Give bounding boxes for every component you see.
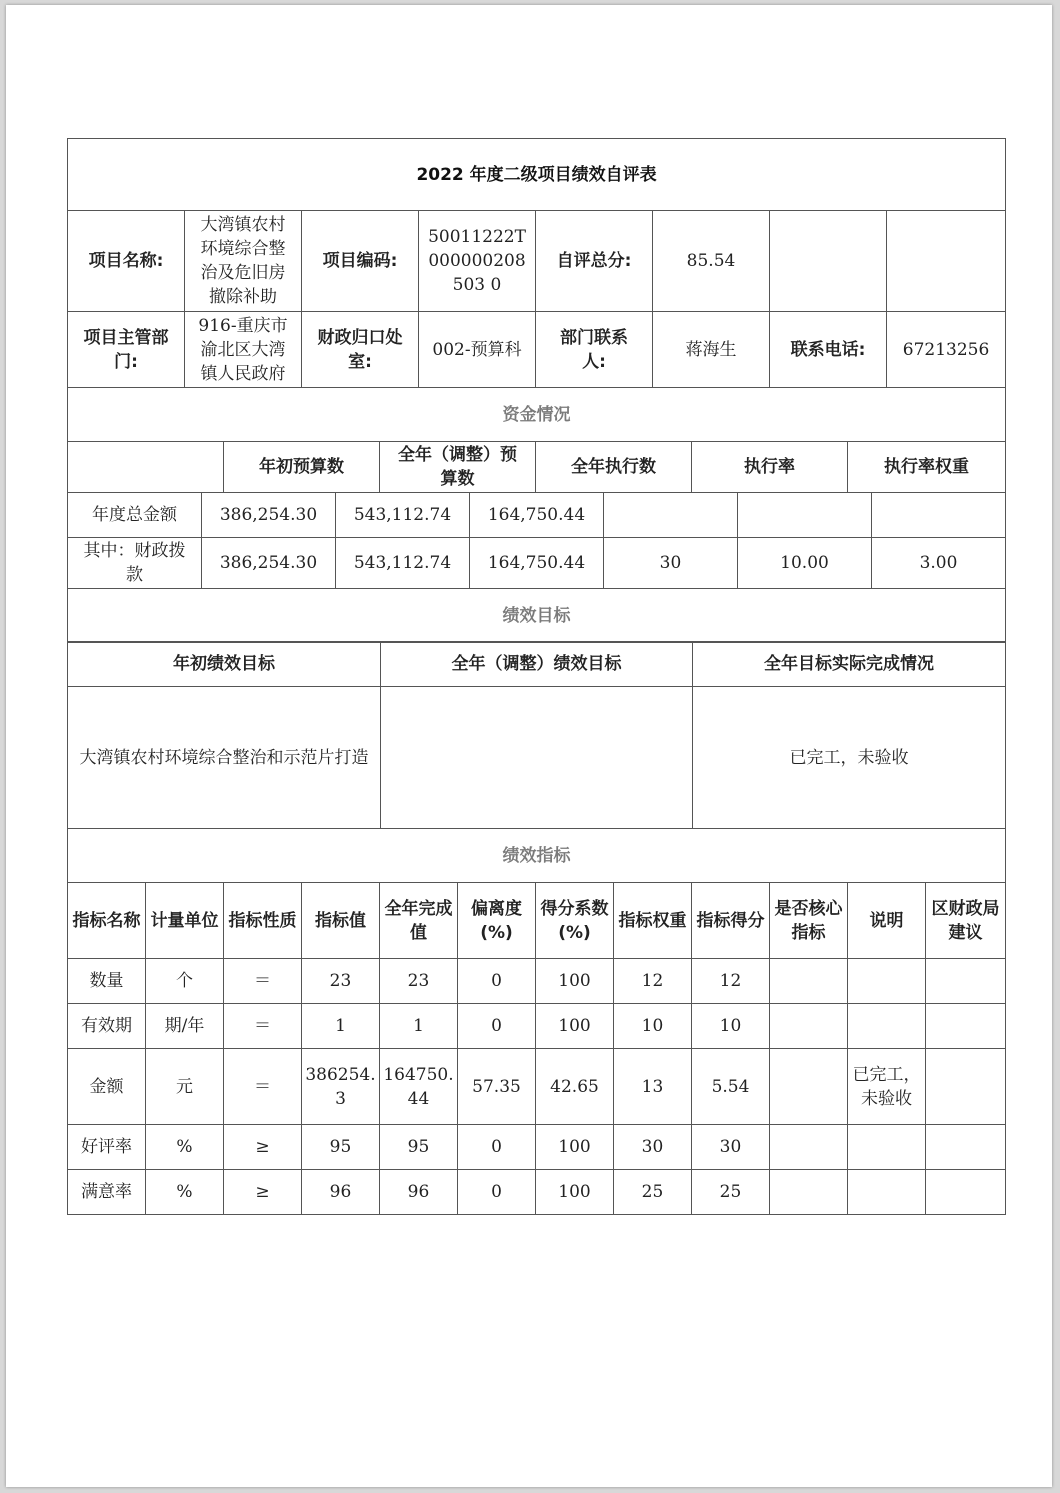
indicator-cell: 13 xyxy=(614,1049,692,1125)
indicator-cell: 10 xyxy=(692,1004,770,1049)
indicator-cell xyxy=(926,1170,1006,1215)
project-code-value: 50011222T000000208503 0 xyxy=(419,211,536,312)
funds-cell: 3.00 xyxy=(872,538,1006,589)
funds-cell: 386,254.30 xyxy=(202,493,336,538)
indicator-cell xyxy=(770,1170,848,1215)
funds-header-executed: 全年执行数 xyxy=(536,442,692,493)
ind-header: 指标值 xyxy=(302,883,380,959)
funds-header-initial-budget: 年初预算数 xyxy=(224,442,380,493)
indicator-cell: 1 xyxy=(380,1004,458,1049)
indicator-cell: 25 xyxy=(692,1170,770,1215)
funds-cell: 543,112.74 xyxy=(336,493,470,538)
ind-header: 区财政局建议 xyxy=(926,883,1006,959)
indicator-cell xyxy=(926,1125,1006,1170)
indicator-cell xyxy=(770,959,848,1004)
funds-table xyxy=(67,492,1006,643)
performance-evaluation-table xyxy=(67,138,1006,493)
project-code-label: 项目编码: xyxy=(302,211,419,312)
phone-value: 67213256 xyxy=(887,312,1006,388)
page-title: 2022 年度二级项目绩效自评表 xyxy=(68,139,1006,211)
ind-header: 是否核心指标 xyxy=(770,883,848,959)
table-row xyxy=(68,1049,1006,1125)
indicator-cell: 30 xyxy=(692,1125,770,1170)
funds-cell: 164,750.44 xyxy=(470,538,604,589)
indicator-cell xyxy=(926,959,1006,1004)
indicator-cell xyxy=(848,1170,926,1215)
indicator-cell: 0 xyxy=(458,1170,536,1215)
indicator-cell: 25 xyxy=(614,1170,692,1215)
indicator-cell xyxy=(770,1004,848,1049)
goals-header-actual: 全年目标实际完成情况 xyxy=(693,642,1006,687)
goals-initial-text: 大湾镇农村环境综合整治和示范片打造 xyxy=(68,687,381,829)
indicator-cell: 42.65 xyxy=(536,1049,614,1125)
ind-header: 全年完成值 xyxy=(380,883,458,959)
table-row xyxy=(68,1004,1006,1049)
indicator-cell: 金额 xyxy=(68,1049,146,1125)
funds-cell: 164,750.44 xyxy=(470,493,604,538)
goals-header-adjusted: 全年（调整）绩效目标 xyxy=(381,642,693,687)
indicator-cell: 23 xyxy=(380,959,458,1004)
ind-header: 指标性质 xyxy=(224,883,302,959)
finance-office-value: 002-预算科 xyxy=(419,312,536,388)
indicator-cell: 0 xyxy=(458,1125,536,1170)
indicator-cell: 期/年 xyxy=(146,1004,224,1049)
indicator-cell: 386254.3 xyxy=(302,1049,380,1125)
goals-section-title: 绩效目标 xyxy=(68,589,1006,643)
indicator-cell: 23 xyxy=(302,959,380,1004)
indicator-cell: 12 xyxy=(692,959,770,1004)
indicator-cell: 96 xyxy=(380,1170,458,1215)
indicators-body xyxy=(68,959,1006,1215)
funds-header-adjusted-budget: 全年（调整）预算数 xyxy=(380,442,536,493)
funds-cell: 30 xyxy=(604,538,738,589)
contact-label: 部门联系人: xyxy=(536,312,653,388)
indicator-cell: 57.35 xyxy=(458,1049,536,1125)
indicator-cell: 0 xyxy=(458,1004,536,1049)
indicator-cell: 元 xyxy=(146,1049,224,1125)
indicator-cell: ≥ xyxy=(224,1170,302,1215)
indicator-cell: 100 xyxy=(536,1004,614,1049)
funds-header-blank xyxy=(68,442,224,493)
contact-value: 蒋海生 xyxy=(653,312,770,388)
indicator-cell: % xyxy=(146,1170,224,1215)
dept-label: 项目主管部门: xyxy=(68,312,185,388)
indicator-cell: 10 xyxy=(614,1004,692,1049)
ind-header: 计量单位 xyxy=(146,883,224,959)
indicator-cell xyxy=(848,959,926,1004)
indicator-cell: 12 xyxy=(614,959,692,1004)
indicator-cell: 164750.44 xyxy=(380,1049,458,1125)
ind-header: 偏离度(%) xyxy=(458,883,536,959)
goals-adjusted-text xyxy=(381,687,693,829)
self-score-value: 85.54 xyxy=(653,211,770,312)
funds-cell xyxy=(872,493,1006,538)
indicator-cell: 已完工，未验收 xyxy=(848,1049,926,1125)
indicator-cell: 个 xyxy=(146,959,224,1004)
indicators-table xyxy=(67,882,1006,1215)
indicator-cell: 100 xyxy=(536,1125,614,1170)
goals-header-initial: 年初绩效目标 xyxy=(68,642,381,687)
indicator-cell: 5.54 xyxy=(692,1049,770,1125)
indicator-cell: 96 xyxy=(302,1170,380,1215)
indicator-cell: 100 xyxy=(536,959,614,1004)
indicator-cell: 好评率 xyxy=(68,1125,146,1170)
empty-cell xyxy=(887,211,1006,312)
funds-cell xyxy=(604,493,738,538)
indicator-cell: 0 xyxy=(458,959,536,1004)
finance-office-label: 财政归口处室: xyxy=(302,312,419,388)
funds-row-label: 其中：财政拨款 xyxy=(68,538,202,589)
funds-cell: 10.00 xyxy=(738,538,872,589)
indicator-cell: ＝ xyxy=(224,1049,302,1125)
indicators-section-title: 绩效指标 xyxy=(68,829,1006,883)
indicator-cell xyxy=(770,1125,848,1170)
indicator-cell xyxy=(848,1004,926,1049)
indicator-cell: 30 xyxy=(614,1125,692,1170)
ind-header: 指标名称 xyxy=(68,883,146,959)
table-row xyxy=(68,1125,1006,1170)
indicator-cell xyxy=(848,1125,926,1170)
indicator-cell: 100 xyxy=(536,1170,614,1215)
indicator-cell: 95 xyxy=(302,1125,380,1170)
indicator-cell: 数量 xyxy=(68,959,146,1004)
goals-table xyxy=(67,641,1006,883)
funds-cell: 386,254.30 xyxy=(202,538,336,589)
document-page xyxy=(6,5,1052,1487)
indicators-header-row xyxy=(68,883,1006,959)
table-row xyxy=(68,1170,1006,1215)
project-name-value: 大湾镇农村环境综合整治及危旧房撤除补助 xyxy=(185,211,302,312)
phone-label: 联系电话: xyxy=(770,312,887,388)
ind-header: 指标得分 xyxy=(692,883,770,959)
funds-cell xyxy=(738,493,872,538)
indicator-cell: 1 xyxy=(302,1004,380,1049)
project-name-label: 项目名称: xyxy=(68,211,185,312)
funds-header-exec-weight: 执行率权重 xyxy=(848,442,1006,493)
dept-value: 916-重庆市渝北区大湾镇人民政府 xyxy=(185,312,302,388)
funds-header-exec-rate: 执行率 xyxy=(692,442,848,493)
table-row xyxy=(68,959,1006,1004)
indicator-cell xyxy=(770,1049,848,1125)
self-score-label: 自评总分: xyxy=(536,211,653,312)
indicator-cell xyxy=(926,1004,1006,1049)
funds-section-title: 资金情况 xyxy=(68,388,1006,442)
funds-cell: 543,112.74 xyxy=(336,538,470,589)
indicator-cell: % xyxy=(146,1125,224,1170)
indicator-cell: ＝ xyxy=(224,1004,302,1049)
ind-header: 得分系数(%) xyxy=(536,883,614,959)
indicator-cell xyxy=(926,1049,1006,1125)
ind-header: 指标权重 xyxy=(614,883,692,959)
indicator-cell: 满意率 xyxy=(68,1170,146,1215)
indicator-cell: ≥ xyxy=(224,1125,302,1170)
goals-actual-text: 已完工，未验收 xyxy=(693,687,1006,829)
funds-row-label: 年度总金额 xyxy=(68,493,202,538)
indicator-cell: 有效期 xyxy=(68,1004,146,1049)
ind-header: 说明 xyxy=(848,883,926,959)
indicator-cell: 95 xyxy=(380,1125,458,1170)
empty-cell xyxy=(770,211,887,312)
indicator-cell: ＝ xyxy=(224,959,302,1004)
